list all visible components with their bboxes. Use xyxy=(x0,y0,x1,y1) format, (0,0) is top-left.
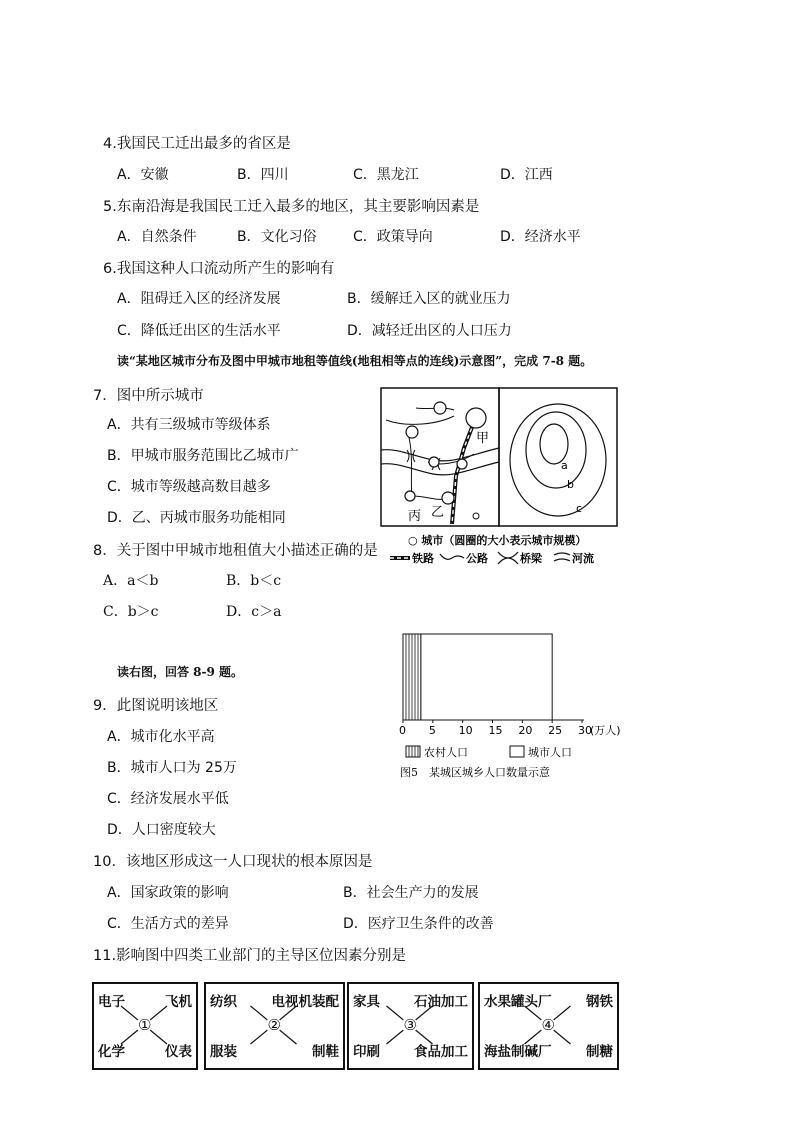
contour-label-a: a xyxy=(561,459,568,472)
q11-stem: 11.影响图中四类工业部门的主导区位因素分别是 xyxy=(93,948,407,964)
industry-label-top-right: 电视机装配 xyxy=(271,994,339,1010)
bar-urban xyxy=(421,634,552,720)
q4-option-c[interactable]: C．黑龙江 xyxy=(353,167,419,183)
q4-option-a[interactable]: A．安徽 xyxy=(117,167,169,183)
city-jia-label: 甲 xyxy=(476,431,490,446)
map-legend-city: ○ 城市（圆圈的大小表示城市规模） xyxy=(408,534,587,547)
industry-box xyxy=(204,982,345,1070)
city-circle xyxy=(457,459,467,469)
q8-stem: 8．关于图中甲城市地租值大小描述正确的是 xyxy=(93,543,378,559)
q4-option-b[interactable]: B．四川 xyxy=(237,167,289,183)
industry-number: ① xyxy=(138,1016,152,1034)
q10-option-b[interactable]: B．社会生产力的发展 xyxy=(343,885,479,901)
legend-urban-label: 城市人口 xyxy=(528,746,572,759)
legend-river-icon xyxy=(554,553,570,561)
q5-option-d[interactable]: D．经济水平 xyxy=(500,229,581,245)
railway-line xyxy=(452,422,474,524)
q5-option-a[interactable]: A．自然条件 xyxy=(117,229,197,245)
contour-label-c: c xyxy=(576,502,583,515)
city-circle xyxy=(434,402,446,414)
q6-option-b[interactable]: B．缓解迁入区的就业压力 xyxy=(347,291,511,307)
industry-label-top-left: 家具 xyxy=(353,994,380,1010)
q6-option-d[interactable]: D．减轻迁出区的人口压力 xyxy=(347,323,512,339)
legend-road-icon xyxy=(440,554,464,559)
reading-instruction-8-9: 读右图，回答 8-9 题。 xyxy=(117,665,244,679)
q8-option-b[interactable]: B．b＜c xyxy=(226,573,282,589)
q4-option-d[interactable]: D．江西 xyxy=(500,167,553,183)
legend-road-label: 公路 xyxy=(466,552,488,565)
city-circle xyxy=(429,457,439,467)
industry-label-top-left: 水果罐头厂 xyxy=(484,994,552,1010)
city-circle xyxy=(473,513,479,519)
q10-stem: 10．该地区形成这一人口现状的根本原因是 xyxy=(93,854,373,870)
q6-stem: 6.我国这种人口流动所产生的影响有 xyxy=(103,261,335,277)
rent-contour-b xyxy=(526,412,586,488)
rent-contour-c xyxy=(510,404,606,516)
legend-urban-swatch xyxy=(510,746,524,757)
contour-panel-frame xyxy=(499,388,617,526)
industry-box xyxy=(347,982,474,1070)
q10-option-a[interactable]: A．国家政策的影响 xyxy=(107,885,229,901)
x-tick-label: 15 xyxy=(488,724,503,737)
industry-label-top-left: 纺织 xyxy=(210,994,237,1010)
q8-option-a[interactable]: A．a＜b xyxy=(103,573,159,589)
city-jia-circle xyxy=(466,408,486,428)
road-line xyxy=(386,416,454,424)
industry-label-top-right: 钢铁 xyxy=(586,994,613,1010)
city-yi-label: 乙 xyxy=(431,505,445,520)
q6-option-c[interactable]: C．降低迁出区的生活水平 xyxy=(117,323,281,339)
industry-label-bottom-right: 制糖 xyxy=(586,1044,613,1060)
legend-river-label: 河流 xyxy=(572,552,594,565)
industry-label-bottom-right: 制鞋 xyxy=(312,1044,339,1060)
q7-option-b[interactable]: B．甲城市服务范围比乙城市广 xyxy=(107,448,299,464)
q9-stem: 9．此图说明该地区 xyxy=(93,698,219,714)
industry-label-top-left: 电子 xyxy=(98,994,125,1010)
x-axis-label: (万人) xyxy=(590,724,621,737)
road-line xyxy=(408,434,412,496)
q9-option-a[interactable]: A．城市化水平高 xyxy=(107,729,215,745)
q7-option-c[interactable]: C．城市等级越高数目越多 xyxy=(107,479,271,495)
industry-label-bottom-right: 食品加工 xyxy=(414,1044,468,1060)
q10-option-c[interactable]: C．生活方式的差异 xyxy=(107,916,229,932)
city-map-figure xyxy=(378,384,622,570)
city-circle xyxy=(406,426,418,438)
population-chart xyxy=(386,628,632,782)
industry-label-top-right: 石油加工 xyxy=(414,994,468,1010)
q5-option-c[interactable]: C．政策导向 xyxy=(353,229,433,245)
industry-label-bottom-right: 仪表 xyxy=(165,1044,192,1060)
x-tick-label: 30 xyxy=(578,724,592,737)
x-tick-label: 0 xyxy=(399,724,406,737)
q4-stem: 4.我国民工迁出最多的省区是 xyxy=(103,136,291,152)
industry-box xyxy=(478,982,619,1070)
city-yi-circle xyxy=(442,492,454,504)
industry-number: ③ xyxy=(403,1016,417,1034)
legend-railway-label: 铁路 xyxy=(412,552,434,565)
x-tick-label: 25 xyxy=(548,724,563,737)
chart-title: 图5 某城区城乡人口数量示意 xyxy=(400,766,550,779)
reading-instruction-7-8: 读“某地区城市分布及图中甲城市地租等值线(地租相等点的连线)示意图”，完成 7-8 题。 xyxy=(117,354,593,368)
city-bing-circle xyxy=(405,491,415,501)
industry-label-bottom-left: 印刷 xyxy=(353,1044,380,1060)
q9-option-c[interactable]: C．经济发展水平低 xyxy=(107,791,229,807)
q8-option-d[interactable]: D．c＞a xyxy=(226,604,282,620)
q5-option-b[interactable]: B．文化习俗 xyxy=(237,229,317,245)
industry-label-top-right: 飞机 xyxy=(165,994,192,1010)
q8-option-c[interactable]: C．b＞c xyxy=(103,604,159,620)
legend-rural-label: 农村人口 xyxy=(424,746,468,759)
legend-bridge-icon xyxy=(498,552,518,564)
x-tick-label: 10 xyxy=(458,724,473,737)
industry-box xyxy=(92,982,198,1070)
industry-label-bottom-left: 海盐制碱厂 xyxy=(484,1044,552,1060)
q10-option-d[interactable]: D．医疗卫生条件的改善 xyxy=(343,916,494,932)
q9-option-d[interactable]: D．人口密度较大 xyxy=(107,822,216,838)
legend-bridge-label: 桥梁 xyxy=(520,552,542,565)
x-tick-label: 5 xyxy=(428,724,436,737)
q6-option-a[interactable]: A．阻碍迁入区的经济发展 xyxy=(117,291,281,307)
industry-label-bottom-left: 化学 xyxy=(98,1044,125,1060)
industry-number: ④ xyxy=(541,1016,555,1034)
q5-stem: 5.东南沿海是我国民工迁入最多的地区，其主要影响因素是 xyxy=(103,199,480,215)
industry-number: ② xyxy=(267,1016,281,1034)
rent-contour-a xyxy=(540,424,568,464)
contour-label-b: b xyxy=(567,478,574,491)
q7-option-d[interactable]: D．乙、丙城市服务功能相同 xyxy=(107,510,286,526)
city-bing-label: 丙 xyxy=(408,509,422,524)
industry-label-bottom-left: 服装 xyxy=(210,1044,237,1060)
x-tick-label: 20 xyxy=(518,724,533,737)
q9-option-b[interactable]: B．城市人口为 25万 xyxy=(107,760,237,776)
q7-stem: 7．图中所示城市 xyxy=(93,388,204,404)
q7-option-a[interactable]: A．共有三级城市等级体系 xyxy=(107,417,271,433)
river-line xyxy=(381,448,499,461)
